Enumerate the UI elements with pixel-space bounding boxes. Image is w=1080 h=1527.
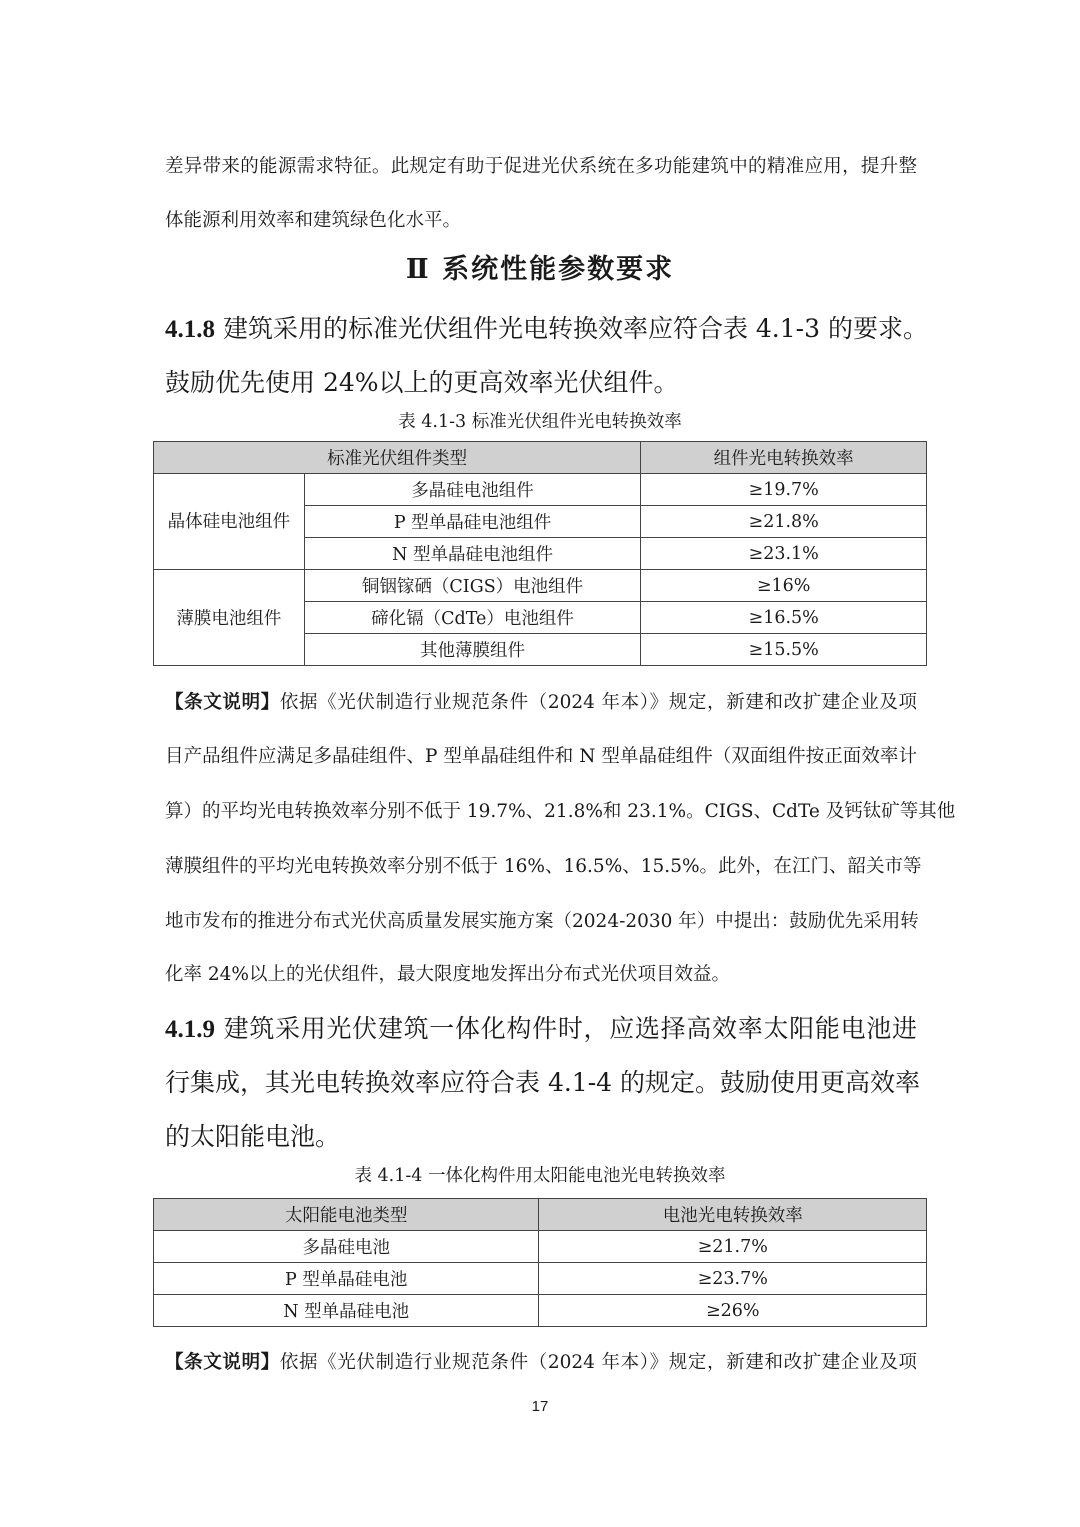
table-4-1-3-caption: 表 4.1-3 标准光伏组件光电转换效率: [398, 412, 682, 432]
clause-text: 建筑采用的标准光伏组件光电转换效率应符合表 4.1-3 的要求。: [222, 314, 928, 343]
cell-efficiency: ≥19.7%: [641, 474, 927, 506]
table-row: [154, 1295, 927, 1327]
cell-efficiency: ≥23.7%: [539, 1263, 927, 1295]
clause-4-1-8-line-1: [165, 312, 928, 347]
clause-number: 4.1.9: [165, 1016, 215, 1043]
page-number: 17: [531, 1398, 549, 1415]
table-header-row: [154, 1199, 927, 1231]
note-text: 依据《光伏制造行业规范条件（2024 年本）》规定，新建和改扩建企业及项: [279, 692, 917, 713]
clause-4-1-9-line-1: [165, 1012, 917, 1047]
cell-type: 其他薄膜组件: [304, 634, 641, 666]
header-efficiency: 电池光电转换效率: [539, 1199, 927, 1231]
section-title: Ⅱ 系统性能参数要求: [405, 254, 675, 285]
cell-type: 铜铟镓硒（CIGS）电池组件: [304, 570, 641, 602]
clause-4-1-9-line-3: 的太阳能电池。: [165, 1122, 341, 1151]
note-1-line-5: 地市发布的推进分布式光伏高质量发展实施方案（2024-2030 年）中提出：鼓励优先采用转: [165, 911, 919, 932]
cell-type: 多晶硅电池: [154, 1231, 539, 1263]
table-row: [154, 1263, 927, 1295]
table-4-1-4-caption: 表 4.1-4 一体化构件用太阳能电池光电转换效率: [354, 1166, 726, 1186]
clause-number: 4.1.8: [165, 316, 215, 343]
note-1-line-6: 化率 24%以上的光伏组件，最大限度地发挥出分布式光伏项目效益。: [165, 964, 731, 985]
cell-efficiency: ≥16%: [641, 570, 927, 602]
table-header-row: [154, 442, 927, 474]
note-1-line-1: [165, 691, 917, 715]
note-text: 依据《光伏制造行业规范条件（2024 年本）》规定，新建和改扩建企业及项: [279, 1352, 917, 1373]
cell-type: N 型单晶硅电池: [154, 1295, 539, 1327]
cell-efficiency: ≥21.7%: [539, 1231, 927, 1263]
group-thin-film: 薄膜电池组件: [154, 570, 305, 666]
cell-efficiency: ≥16.5%: [641, 602, 927, 634]
header-type: 太阳能电池类型: [154, 1199, 539, 1231]
cell-type: N 型单晶硅电池组件: [304, 538, 641, 570]
table-row: [154, 570, 927, 602]
cell-efficiency: ≥21.8%: [641, 506, 927, 538]
intro-line-1: 差异带来的能源需求特征。此规定有助于促进光伏系统在多功能建筑中的精准应用，提升整: [165, 156, 917, 177]
note-1-line-3: 算）的平均光电转换效率分别不低于 19.7%、21.8%和 23.1%。CIGS、CdTe 及钙钛矿等其他: [165, 801, 956, 822]
note-1-line-4: 薄膜组件的平均光电转换效率分别不低于 16%、16.5%、15.5%。此外，在江门、韶关市等: [165, 856, 922, 877]
header-efficiency: 组件光电转换效率: [641, 442, 927, 474]
cell-efficiency: ≥26%: [539, 1295, 927, 1327]
clause-4-1-8-line-2: 鼓励优先使用 24%以上的更高效率光伏组件。: [165, 368, 679, 397]
intro-line-2: 体能源利用效率和建筑绿色化水平。: [165, 210, 462, 231]
cell-type: 碲化镉（CdTe）电池组件: [304, 602, 641, 634]
table-row: [154, 1231, 927, 1263]
cell-efficiency: ≥15.5%: [641, 634, 927, 666]
cell-efficiency: ≥23.1%: [641, 538, 927, 570]
note-1-line-2: 目产品组件应满足多晶硅组件、P 型单晶硅组件和 N 型单晶硅组件（双面组件按正面效率计: [165, 746, 917, 767]
group-crystalline-silicon: 晶体硅电池组件: [154, 474, 305, 570]
clause-text: 建筑采用光伏建筑一体化构件时，应选择高效率太阳能电池进: [223, 1014, 917, 1043]
cell-type: P 型单晶硅电池: [154, 1263, 539, 1295]
table-4-1-3: [153, 441, 927, 666]
table-row: [154, 474, 927, 506]
note-2-line-1: [165, 1351, 917, 1375]
note-lead: 【条文说明】: [165, 1352, 280, 1373]
cell-type: 多晶硅电池组件: [304, 474, 641, 506]
clause-4-1-9-line-2: 行集成，其光电转换效率应符合表 4.1-4 的规定。鼓励使用更高效率: [165, 1068, 921, 1097]
header-type: 标准光伏组件类型: [154, 442, 641, 474]
note-lead: 【条文说明】: [165, 692, 280, 713]
cell-type: P 型单晶硅电池组件: [304, 506, 641, 538]
table-4-1-4: [153, 1198, 927, 1327]
